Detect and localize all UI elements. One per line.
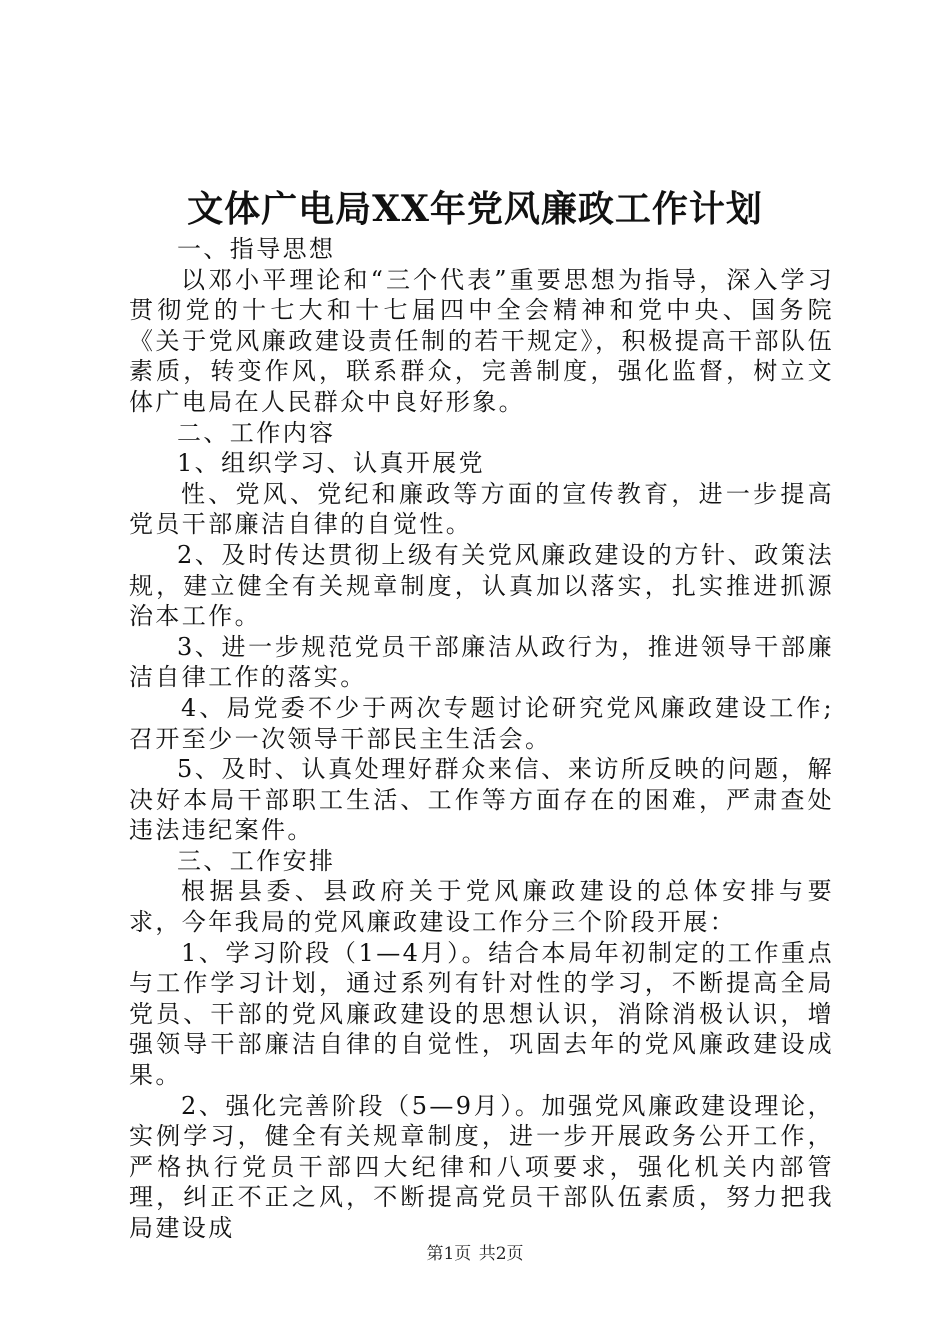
paragraph-guiding-thought: 以邓小平理论和“三个代表”重要思想为指导，深入学习贯彻党的十七大和十七届四中全会精神和党中央、国务院《关于党风廉政建设责任制的若干规定》，积极提高干部队伍素质，转变作风，联系群众，完善制度，强化监督，树立文体广电局在人民群众中良好形象。 <box>129 265 834 416</box>
paragraph-item-4: 4、局党委不少于两次专题讨论研究党风廉政建设工作;召开至少一次领导干部民主生活会。 <box>129 693 834 753</box>
paragraph-item-1-heading: 1、组织学习、认真开展党 <box>177 449 486 478</box>
section-heading-work-content: 二、工作内容 <box>177 418 336 447</box>
paragraph-stage-2: 2、强化完善阶段（5—9月）。加强党风廉政建设理论，实例学习，健全有关规章制度，进一步开展政务公开工作，严格执行党员干部四大纪律和八项要求，强化机关内部管理，纠正不正之风，不断提高党员干部队伍素质，努力把我局建设成 <box>129 1091 834 1242</box>
page-footer: 第1页 共2页 <box>426 1244 524 1264</box>
paragraph-arrangement-intro: 根据县委、县政府关于党风廉政建设的总体安排与要求，今年我局的党风廉政建设工作分三个阶段开展： <box>129 877 834 937</box>
document-body <box>129 234 834 1244</box>
section-heading-work-arrangement: 三、工作安排 <box>177 846 336 875</box>
section-heading-guiding-thought: 一、指导思想 <box>177 235 336 263</box>
paragraph-item-3: 3、进一步规范党员干部廉洁从政行为，推进领导干部廉洁自律工作的落实。 <box>129 632 834 692</box>
paragraph-item-2: 2、及时传达贯彻上级有关党风廉政建设的方针、政策法规，建立健全有关规章制度，认真加以落实，扎实推进抓源治本工作。 <box>129 540 834 631</box>
paragraph-stage-1: 1、学习阶段（1—4月）。结合本局年初制定的工作重点与工作学习计划，通过系列有针对性的学习，不断提高全局党员、干部的党风廉政建设的思想认识，消除消极认识，增强领导干部廉洁自律的自觉性，巩固去年的党风廉政建设成果。 <box>129 938 834 1090</box>
paragraph-item-1-body: 性、党风、党纪和廉政等方面的宣传教育，进一步提高党员干部廉洁自律的自觉性。 <box>129 479 834 539</box>
paragraph-item-5: 5、及时、认真处理好群众来信、来访所反映的问题，解决好本局干部职工生活、工作等方面存在的困难，严肃查处违法违纪案件。 <box>129 755 834 845</box>
document-title: 文体广电局XX年党风廉政工作计划 <box>187 188 763 230</box>
